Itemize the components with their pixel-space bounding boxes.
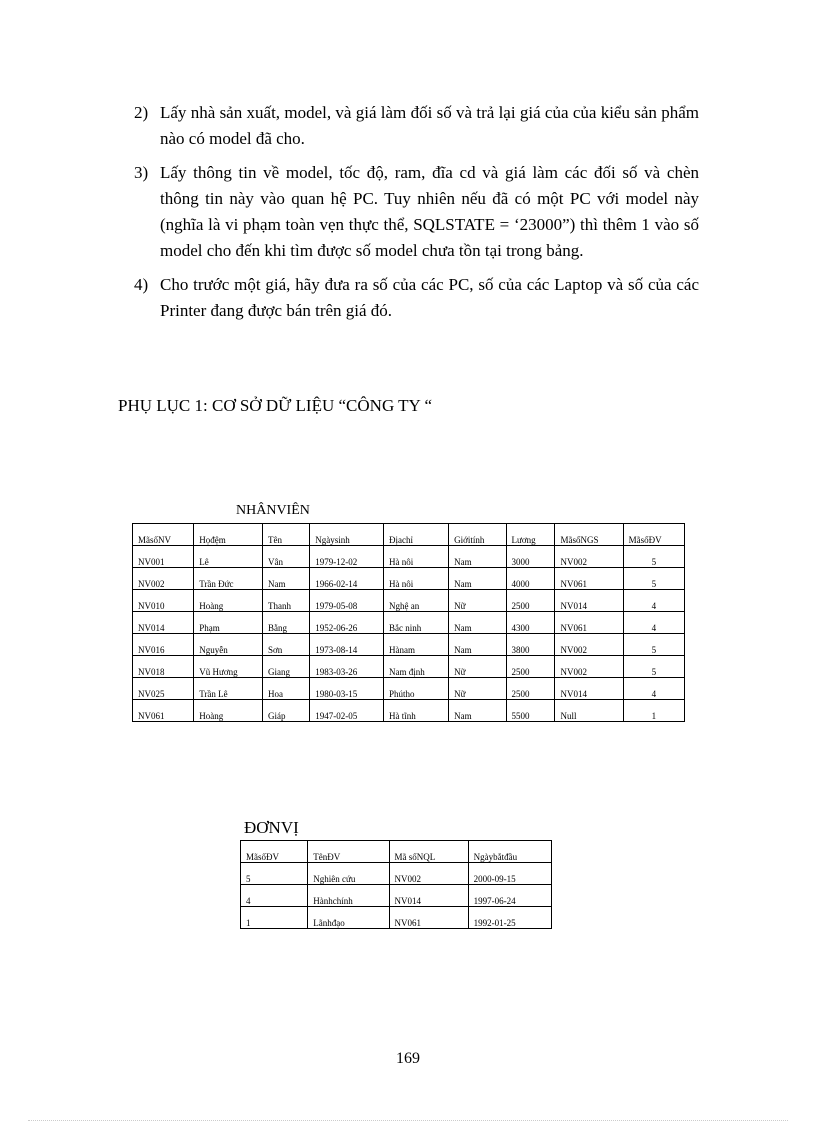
table-cell: Lãnhđạo (308, 907, 389, 929)
table-cell: Giang (262, 656, 309, 678)
table-cell: NV001 (133, 546, 194, 568)
appendix-title: PHỤ LỤC 1: CƠ SỞ DỮ LIỆU “CÔNG TY “ (118, 396, 432, 415)
table-cell: 5 (241, 863, 308, 885)
table-cell: Nam (449, 546, 506, 568)
table-cell: NV018 (133, 656, 194, 678)
table-cell: 1997-06-24 (468, 885, 551, 907)
table-cell: Nam định (384, 656, 449, 678)
header-cell: Ngàysinh (310, 524, 384, 546)
table-cell: Nghệ an (384, 590, 449, 612)
table-cell: NV016 (133, 634, 194, 656)
nhanvien-caption: NHÂNVIÊN (236, 503, 310, 518)
item-number: 4) (134, 275, 149, 294)
table-cell: Hà nôi (384, 568, 449, 590)
header-cell: TênĐV (308, 841, 389, 863)
table-cell: 1947-02-05 (310, 700, 384, 722)
header-cell: Giớitính (449, 524, 506, 546)
table-cell: Vũ Hương (194, 656, 263, 678)
table-cell: 5 (623, 656, 684, 678)
table-cell: Hà nôi (384, 546, 449, 568)
table-header-row (133, 524, 685, 546)
table-cell: Trần Đức (194, 568, 263, 590)
table-header-row (241, 841, 552, 863)
header-cell: MãsốĐV (623, 524, 684, 546)
table-row (133, 656, 685, 678)
table-cell: 4 (623, 612, 684, 634)
table-cell: Nam (449, 568, 506, 590)
table-row (241, 907, 552, 929)
table-cell: 1 (623, 700, 684, 722)
table-row (133, 634, 685, 656)
table-cell: NV002 (555, 634, 623, 656)
table-cell: Hoàng (194, 590, 263, 612)
table-cell: 1983-03-26 (310, 656, 384, 678)
header-cell: MãsốNGS (555, 524, 623, 546)
table-cell: 1979-05-08 (310, 590, 384, 612)
table-cell: NV014 (389, 885, 468, 907)
table-cell: 1979-12-02 (310, 546, 384, 568)
table-cell: NV014 (555, 678, 623, 700)
list-item (134, 160, 699, 264)
table-cell: 2500 (506, 656, 555, 678)
header-cell: Tên (262, 524, 309, 546)
header-cell: Họđệm (194, 524, 263, 546)
header-cell: MãsốĐV (241, 841, 308, 863)
table-cell: Hà tĩnh (384, 700, 449, 722)
table-cell: 4000 (506, 568, 555, 590)
table-cell: 2500 (506, 590, 555, 612)
table-cell: 1 (241, 907, 308, 929)
exercise-list (134, 100, 699, 332)
table-cell: 5 (623, 546, 684, 568)
table-cell: Sơn (262, 634, 309, 656)
header-cell: Mã sốNQL (389, 841, 468, 863)
table-cell: 1966-02-14 (310, 568, 384, 590)
table-cell: 4 (623, 678, 684, 700)
item-number: 3) (134, 163, 149, 182)
table-cell: 2500 (506, 678, 555, 700)
header-cell: MãsốNV (133, 524, 194, 546)
table-cell: NV010 (133, 590, 194, 612)
list-item (134, 272, 699, 324)
table-cell: Hoàng (194, 700, 263, 722)
table-cell: Nữ (449, 656, 506, 678)
table-row (133, 546, 685, 568)
table-cell: NV014 (555, 590, 623, 612)
table-cell: Nam (449, 700, 506, 722)
table-cell: 1952-06-26 (310, 612, 384, 634)
table-cell: Bằng (262, 612, 309, 634)
table-cell: NV025 (133, 678, 194, 700)
table-cell: 1973-08-14 (310, 634, 384, 656)
table-cell: Phạm (194, 612, 263, 634)
table-cell: Bắc ninh (384, 612, 449, 634)
table-cell: 4300 (506, 612, 555, 634)
header-cell: Địachỉ (384, 524, 449, 546)
table-cell: 5 (623, 568, 684, 590)
item-number: 2) (134, 103, 149, 122)
table-row (133, 678, 685, 700)
table-cell: Trần Lê (194, 678, 263, 700)
donvi-caption: ĐƠNVỊ (244, 818, 299, 837)
table-cell: Lê (194, 546, 263, 568)
table-cell: Hoa (262, 678, 309, 700)
footer-divider (28, 1120, 788, 1121)
table-cell: 1980-03-15 (310, 678, 384, 700)
table-cell: NV002 (133, 568, 194, 590)
table-row (241, 885, 552, 907)
table-cell: 4 (623, 590, 684, 612)
table-cell: Phútho (384, 678, 449, 700)
table-row (133, 700, 685, 722)
nhanvien-table (132, 523, 685, 722)
table-cell: Giáp (262, 700, 309, 722)
list-item (134, 100, 699, 152)
page-number: 169 (396, 1050, 420, 1067)
table-row (241, 863, 552, 885)
table-cell: 1992-01-25 (468, 907, 551, 929)
table-cell: Hànam (384, 634, 449, 656)
item-text: Lấy nhà sản xuất, model, và giá làm đối số và trả lại giá của của kiểu sản phẩm nào có model đã cho. (160, 103, 699, 148)
table-row (133, 568, 685, 590)
table-cell: NV061 (555, 568, 623, 590)
item-text: Lấy thông tin về model, tốc độ, ram, đĩa cd và giá làm các đối số và chèn thông tin này vào quan hệ PC. Tuy nhiên nếu đã có một PC với model này (nghĩa là vi phạm toàn vẹn thực thể, SQLSTATE = ‘23000”) thì thêm 1 vào số model cho đến khi tìm được số model chưa tồn tại trong bảng. (160, 163, 699, 260)
table-row (133, 612, 685, 634)
item-text: Cho trước một giá, hãy đưa ra số của các PC, số của các Laptop và số của các Printer đang được bán trên giá đó. (160, 275, 699, 320)
table-cell: Vân (262, 546, 309, 568)
table-cell: NV014 (133, 612, 194, 634)
table-cell: Nam (449, 634, 506, 656)
table-cell: Hànhchính (308, 885, 389, 907)
donvi-table (240, 840, 552, 929)
table-cell: 4 (241, 885, 308, 907)
table-cell: 5500 (506, 700, 555, 722)
table-cell: NV061 (133, 700, 194, 722)
table-cell: 2000-09-15 (468, 863, 551, 885)
table-cell: Nữ (449, 590, 506, 612)
table-cell: Thanh (262, 590, 309, 612)
table-cell: 3800 (506, 634, 555, 656)
table-cell: Nữ (449, 678, 506, 700)
table-cell: 3000 (506, 546, 555, 568)
header-cell: Ngàybắtđầu (468, 841, 551, 863)
header-cell: Lương (506, 524, 555, 546)
table-cell: NV061 (555, 612, 623, 634)
table-cell: 5 (623, 634, 684, 656)
table-row (133, 590, 685, 612)
table-cell: Nghiên cứu (308, 863, 389, 885)
table-cell: NV002 (389, 863, 468, 885)
table-cell: NV002 (555, 546, 623, 568)
table-cell: Nam (262, 568, 309, 590)
table-cell: Null (555, 700, 623, 722)
table-cell: Nam (449, 612, 506, 634)
table-cell: NV061 (389, 907, 468, 929)
table-cell: NV002 (555, 656, 623, 678)
table-cell: Nguyễn (194, 634, 263, 656)
